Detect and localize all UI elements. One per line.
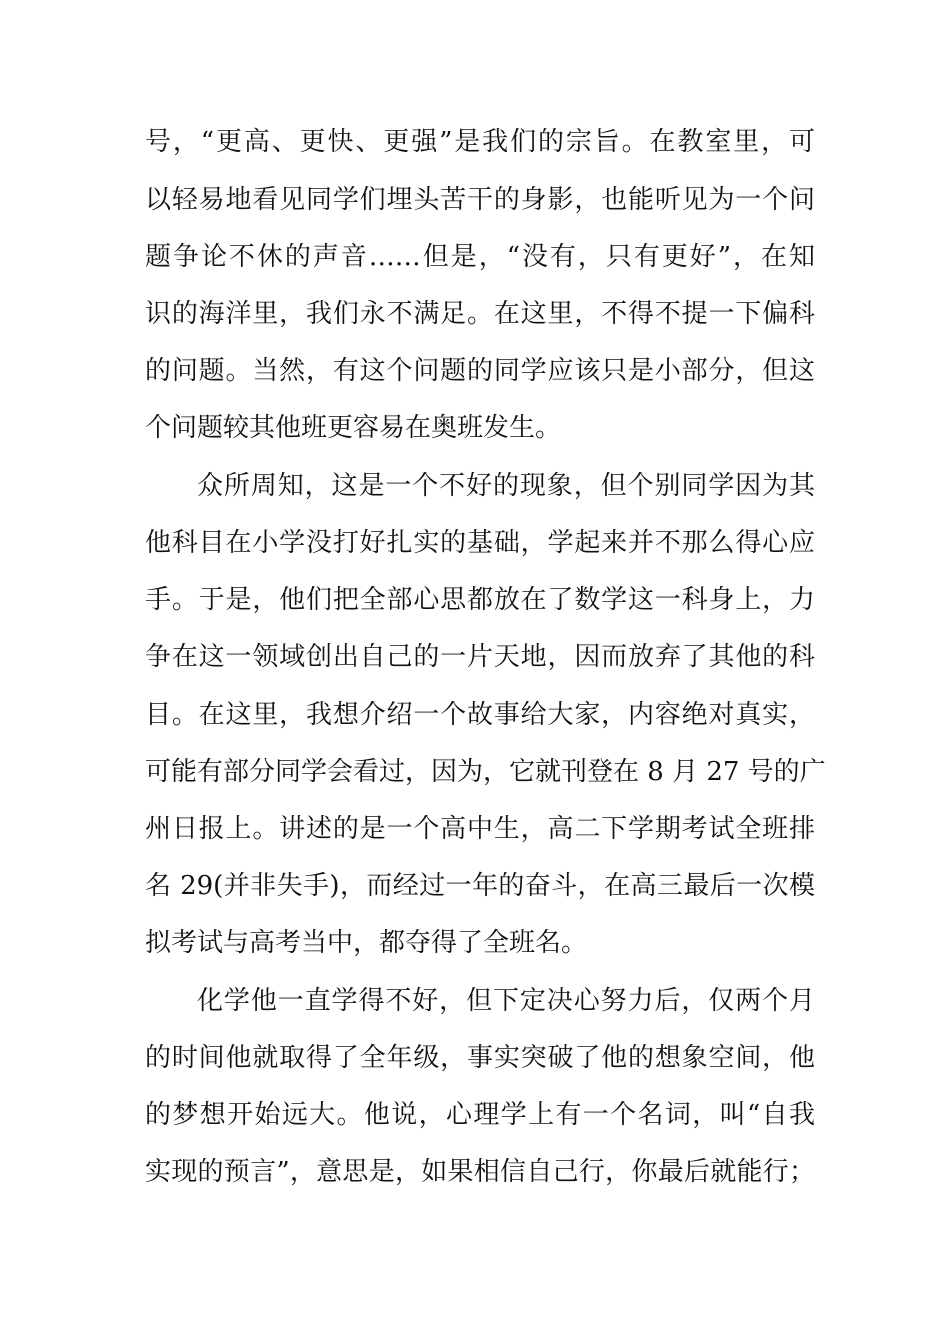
text-line: 名 29(并非失手)，而经过一年的奋斗，在高三最后一次模 [145,871,815,901]
text-line: 争在这一领域创出自己的一片天地，因而放弃了其他的科 [145,642,815,672]
text-line: 以轻易地看见同学们埋头苦干的身影，也能听见为一个问 [145,185,815,215]
text-line: 的时间他就取得了全年级，事实突破了他的想象空间，他 [145,1043,815,1073]
text-line: 他科目在小学没打好扎实的基础，学起来并不那么得心应 [145,528,815,558]
text-line: 州日报上。讲述的是一个高中生，高二下学期考试全班排 [145,814,815,844]
text-line: 可能有部分同学会看过，因为，它就刊登在 8 月 27 号的广 [145,757,826,787]
text-line: 的问题。当然，有这个问题的同学应该只是小部分，但这 [145,356,815,386]
text-line: 号，“更高、更快、更强”是我们的宗旨。在教室里，可 [145,127,815,157]
text-line: 个问题较其他班更容易在奥班发生。 [145,413,562,443]
text-line: 拟考试与高考当中，都夺得了全班名。 [145,928,588,958]
text-line: 手。于是，他们把全部心思都放在了数学这一科身上，力 [145,585,815,615]
paragraph-first-line: 众所周知，这是一个不好的现象，但个别同学因为其 [197,471,815,501]
text-line: 目。在这里，我想介绍一个故事给大家，内容绝对真实， [145,700,815,730]
text-line: 实现的预言”，意思是，如果相信自己行，你最后就能行； [145,1157,815,1187]
text-line: 题争论不休的声音……但是，“没有，只有更好”，在知 [145,242,815,272]
paragraph-first-line: 化学他一直学得不好，但下定决心努力后，仅两个月 [197,986,815,1016]
text-line: 识的海洋里，我们永不满足。在这里，不得不提一下偏科 [145,299,815,329]
text-line: 的梦想开始远大。他说，心理学上有一个名词，叫“自我 [145,1100,815,1130]
